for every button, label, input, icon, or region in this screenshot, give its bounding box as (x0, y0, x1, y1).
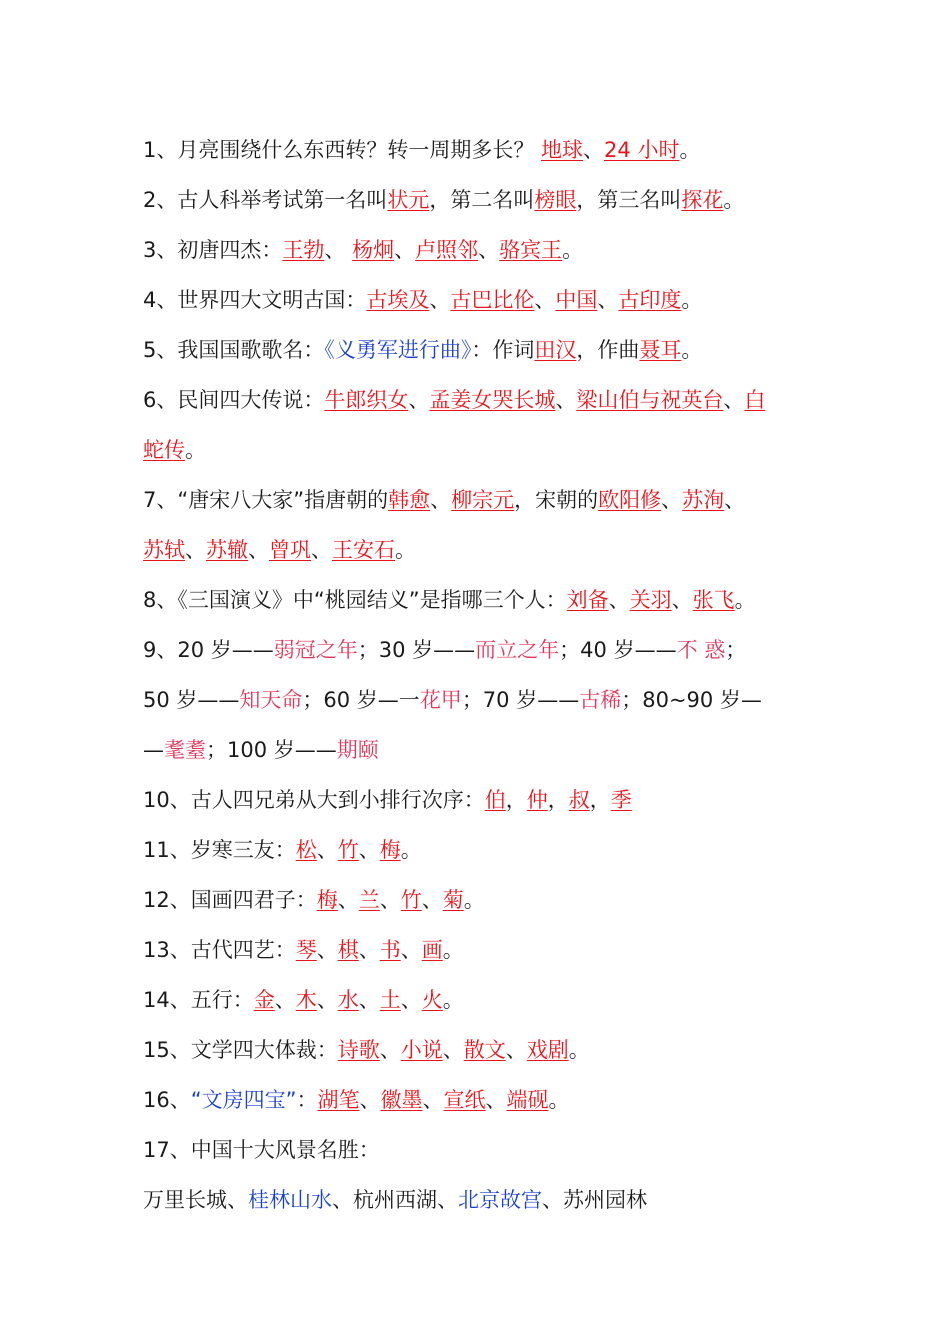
item-14 (143, 985, 464, 1015)
separator: 、 (394, 238, 416, 262)
punctuation: 。 (442, 938, 464, 962)
answer: 诗歌 (337, 1038, 380, 1062)
question-text: 14、五行： (143, 988, 254, 1012)
item-7 (143, 485, 745, 515)
question-text: 16、 (143, 1088, 191, 1112)
answer: 柳宗元 (451, 488, 515, 512)
age-label: ； (725, 638, 747, 662)
separator: 、 (555, 388, 577, 412)
age-term: 弱冠之年 (273, 638, 358, 662)
item-9-cont (143, 685, 762, 715)
answer: 古埃及 (366, 288, 430, 312)
age-term: 而立之年 (475, 638, 560, 662)
answer: 张飞 (692, 588, 735, 612)
item-13 (143, 935, 464, 965)
item-17 (143, 1135, 380, 1165)
answer: 金 (253, 988, 275, 1012)
answer: 画 (421, 938, 443, 962)
separator: 、 (671, 588, 693, 612)
punctuation: 。 (185, 438, 206, 462)
answer: 戏剧 (526, 1038, 569, 1062)
age-label: ；100 岁—— (206, 738, 337, 762)
question-text: ，作曲 (576, 338, 640, 362)
separator: 、 (358, 838, 380, 862)
scenic-spot: 苏州园林 (563, 1188, 647, 1212)
answer: 兰 (358, 888, 380, 912)
answer: 探花 (681, 188, 724, 212)
answer: 蛇传 (143, 438, 185, 462)
separator: 、 (379, 888, 401, 912)
separator: 、 (311, 538, 332, 562)
scenic-spot: 万里长城 (143, 1188, 227, 1212)
answer: 古印度 (618, 288, 682, 312)
separator: 、 (724, 488, 746, 512)
separator: ， (505, 788, 527, 812)
item-9 (143, 635, 746, 665)
question-text: ：作词 (471, 338, 535, 362)
answer: 湖笔 (317, 1088, 360, 1112)
item-17-list (143, 1185, 647, 1215)
answer: 王勃 (282, 238, 325, 262)
punctuation: 。 (681, 288, 703, 312)
answer: 伯 (484, 788, 506, 812)
answer: 散文 (463, 1038, 506, 1062)
punctuation: 。 (548, 1088, 570, 1112)
separator: 、 (597, 288, 619, 312)
question-text: 7、“唐宋八大家”指唐朝的 (143, 488, 389, 512)
separator: 、 (505, 1038, 527, 1062)
age-term: 期颐 (336, 738, 379, 762)
answer: 小说 (400, 1038, 443, 1062)
question-text: ，第二名叫 (429, 188, 535, 212)
answer: 孟姜女哭长城 (429, 388, 556, 412)
punctuation: 。 (568, 1038, 590, 1062)
term-title: “文房四宝” (190, 1088, 297, 1112)
question-text: 1、月亮围绕什么东西转？转一周期多长？ (143, 138, 535, 162)
separator: 、 (358, 988, 380, 1012)
answer: 季 (610, 788, 632, 812)
question-text: 15、文学四大体裁： (143, 1038, 338, 1062)
item-8 (143, 585, 756, 615)
answer: 刘备 (566, 588, 609, 612)
separator: 、 (400, 988, 422, 1012)
answer: 骆宾王 (499, 238, 563, 262)
answer: 梁山伯与祝英台 (576, 388, 724, 412)
separator: 、 (332, 1188, 353, 1212)
answer: 徽墨 (380, 1088, 423, 1112)
answer: 端砚 (506, 1088, 549, 1112)
punctuation: 。 (395, 538, 416, 562)
answer: 卢照邻 (415, 238, 479, 262)
question-text: 2、古人科举考试第一名叫 (143, 188, 388, 212)
answer: 欧阳修 (598, 488, 662, 512)
answer: 状元 (387, 188, 430, 212)
age-term: 花甲 (419, 688, 462, 712)
item-6 (143, 385, 765, 415)
punctuation: 。 (723, 188, 745, 212)
age-label: ；70 岁—— (461, 688, 580, 712)
answer: 水 (337, 988, 359, 1012)
question-text: 12、国画四君子： (143, 888, 317, 912)
item-6-cont (143, 435, 206, 465)
item-4 (143, 285, 702, 315)
anthem-title: 《义勇军进行曲》 (324, 338, 472, 362)
answer: 苏辙 (206, 538, 248, 562)
separator: 、 (400, 938, 422, 962)
separator: 、 (661, 488, 683, 512)
question-text: 17、中国十大风景名胜： (143, 1138, 380, 1162)
separator: 、 (442, 1038, 464, 1062)
age-label: — (143, 738, 164, 762)
separator: 、 (437, 1188, 458, 1212)
separator: 、 (608, 588, 630, 612)
answer: 田汉 (534, 338, 577, 362)
age-term: 古稀 (579, 688, 622, 712)
answer: 苏轼 (143, 538, 185, 562)
punctuation: 。 (679, 138, 701, 162)
answer: 中国 (555, 288, 598, 312)
answer: 琴 (295, 938, 317, 962)
answer: 杨炯 (352, 238, 395, 262)
punctuation: 。 (734, 588, 756, 612)
question-text: ，第三名叫 (576, 188, 682, 212)
answer: 牛郎织女 (324, 388, 409, 412)
item-2 (143, 185, 744, 215)
separator: ， (589, 788, 611, 812)
question-text: 6、民间四大传说： (143, 388, 325, 412)
item-15 (143, 1035, 590, 1065)
answer: 书 (379, 938, 401, 962)
item-5 (143, 335, 702, 365)
question-text: 5、我国国歌歌名： (143, 338, 325, 362)
separator: 、 (359, 1088, 381, 1112)
separator: 、 (316, 938, 338, 962)
answer: 榜眼 (534, 188, 577, 212)
question-text: 3、初唐四杰： (143, 238, 283, 262)
separator: 、 (534, 288, 556, 312)
separator: 、 (358, 938, 380, 962)
separator: 、 (422, 1088, 444, 1112)
item-16 (143, 1085, 570, 1115)
answer: 苏洵 (682, 488, 725, 512)
punctuation: 。 (562, 238, 584, 262)
answer: 竹 (400, 888, 422, 912)
scenic-spot: 桂林山水 (248, 1188, 332, 1212)
separator: 、 (227, 1188, 248, 1212)
separator: 、 (185, 538, 206, 562)
separator: 、 (542, 1188, 563, 1212)
answer: 宣纸 (443, 1088, 486, 1112)
answer: 关羽 (629, 588, 672, 612)
separator: 、 (478, 238, 500, 262)
age-label: ；40 岁—— (559, 638, 677, 662)
separator: 、 (408, 388, 430, 412)
answer: 曾巩 (269, 538, 311, 562)
answer: 松 (295, 838, 317, 862)
scenic-spot: 杭州西湖 (353, 1188, 437, 1212)
answer: 土 (379, 988, 401, 1012)
punctuation: 。 (400, 838, 422, 862)
answer: 24 小时 (604, 138, 680, 162)
separator: 、 (723, 388, 745, 412)
answer: 棋 (337, 938, 359, 962)
question-text: 10、古人四兄弟从大到小排行次序： (143, 788, 485, 812)
separator: 、 (430, 488, 452, 512)
item-3 (143, 235, 583, 265)
answer: 木 (295, 988, 317, 1012)
age-term: 耄耋 (164, 738, 206, 762)
answer: 地球 (541, 138, 584, 162)
answer: 竹 (337, 838, 359, 862)
age-label: ；80~90 岁— (621, 688, 762, 712)
separator: 、 (485, 1088, 507, 1112)
item-11 (143, 835, 422, 865)
separator: 、 (248, 538, 269, 562)
separator: 、 (583, 138, 605, 162)
answer: 聂耳 (639, 338, 682, 362)
punctuation: 。 (442, 988, 464, 1012)
age-label: 9、20 岁—— (143, 638, 274, 662)
question-text: ： (296, 1088, 318, 1112)
question-text: 4、世界四大文明古国： (143, 288, 367, 312)
age-label: ；30 岁—— (357, 638, 476, 662)
question-text: 8、《三国演义》中“桃园结义”是指哪三个人： (143, 588, 567, 612)
age-label: ；60 岁—一 (302, 688, 420, 712)
separator: 、 (274, 988, 296, 1012)
age-term: 不 惑 (676, 638, 726, 662)
separator: 、 (379, 1038, 401, 1062)
question-text: 11、岁寒三友： (143, 838, 296, 862)
age-label: 50 岁—— (143, 688, 240, 712)
punctuation: 。 (681, 338, 703, 362)
question-text: 13、古代四艺： (143, 938, 296, 962)
answer: 火 (421, 988, 443, 1012)
separator: 、 (324, 238, 353, 262)
separator: 、 (316, 838, 338, 862)
separator: 、 (337, 888, 359, 912)
punctuation: 。 (463, 888, 485, 912)
separator: 、 (316, 988, 338, 1012)
item-9-cont-2 (143, 735, 379, 765)
separator: ， (547, 788, 569, 812)
separator: 、 (421, 888, 443, 912)
age-term: 知天命 (239, 688, 303, 712)
answer: 梅 (379, 838, 401, 862)
question-text: ，宋朝的 (514, 488, 599, 512)
answer: 韩愈 (388, 488, 431, 512)
answer: 古巴比伦 (450, 288, 535, 312)
item-7-cont (143, 535, 416, 565)
answer: 仲 (526, 788, 548, 812)
item-1 (143, 135, 700, 165)
item-10 (143, 785, 632, 815)
answer: 叔 (568, 788, 590, 812)
item-12 (143, 885, 485, 915)
separator: 、 (429, 288, 451, 312)
answer: 王安石 (332, 538, 395, 562)
answer: 白 (744, 388, 766, 412)
answer: 菊 (442, 888, 464, 912)
answer: 梅 (316, 888, 338, 912)
scenic-spot: 北京故宫 (458, 1188, 542, 1212)
